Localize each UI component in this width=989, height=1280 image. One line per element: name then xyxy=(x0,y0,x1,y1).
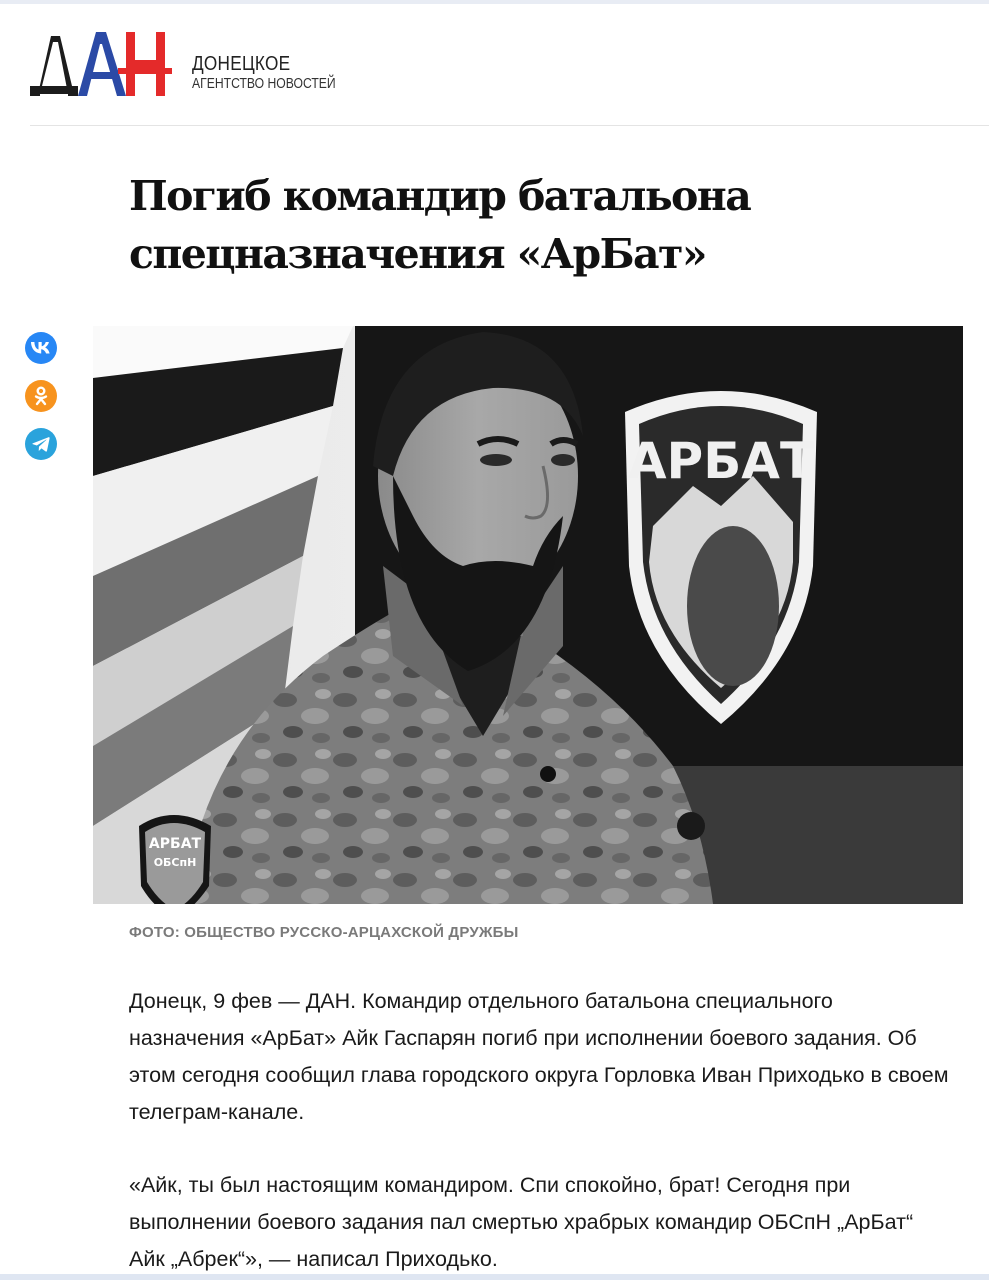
share-vk-button[interactable] xyxy=(25,332,57,364)
share-telegram-button[interactable] xyxy=(25,428,57,460)
site-logo[interactable] xyxy=(30,28,172,100)
header-divider xyxy=(30,125,989,126)
article-paragraph: Донецк, 9 фев — ДАН. Командир отдельного батальона специального назначения «АрБат» Айк Гаспарян погиб при исполнении боевого задания. Об этом сегодня сообщил глава городского округа Горловка Иван Приходько в своем телеграм-канале. xyxy=(129,989,949,1124)
telegram-icon xyxy=(32,436,50,452)
article-paragraph: «Айк, ты был настоящим командиром. Спи спокойно, брат! Сегодня при выполнении боевого задания пал смертью храбрых командир ОБСпН „АрБат“ Айк „Абрек“», — написал Приходько. xyxy=(129,1173,914,1271)
photo-caption: ФОТО: ОБЩЕСТВО РУССКО-АРЦАХСКОЙ ДРУЖБЫ xyxy=(129,924,519,941)
patch-text-bottom: ОБСпН xyxy=(153,856,197,869)
article-photo xyxy=(93,326,963,904)
vk-icon xyxy=(31,342,51,354)
logo-name-line2: АГЕНТСТВО НОВОСТЕЙ xyxy=(192,76,336,92)
article-title: Погиб командир батальона спецназначения «АрБат» xyxy=(129,172,751,278)
bottom-edge xyxy=(0,1274,989,1280)
logo-name-line1: ДОНЕЦКОЕ xyxy=(192,53,291,75)
logo-text xyxy=(192,53,363,93)
site-header xyxy=(0,0,989,126)
photo-illustration xyxy=(93,326,963,904)
patch-text-top: АРБАТ xyxy=(148,836,202,852)
odnoklassniki-icon xyxy=(34,386,48,406)
dan-logo-icon xyxy=(30,28,172,100)
share-ok-button[interactable] xyxy=(25,380,57,412)
flag-emblem-text: АРБАТ xyxy=(627,432,815,490)
